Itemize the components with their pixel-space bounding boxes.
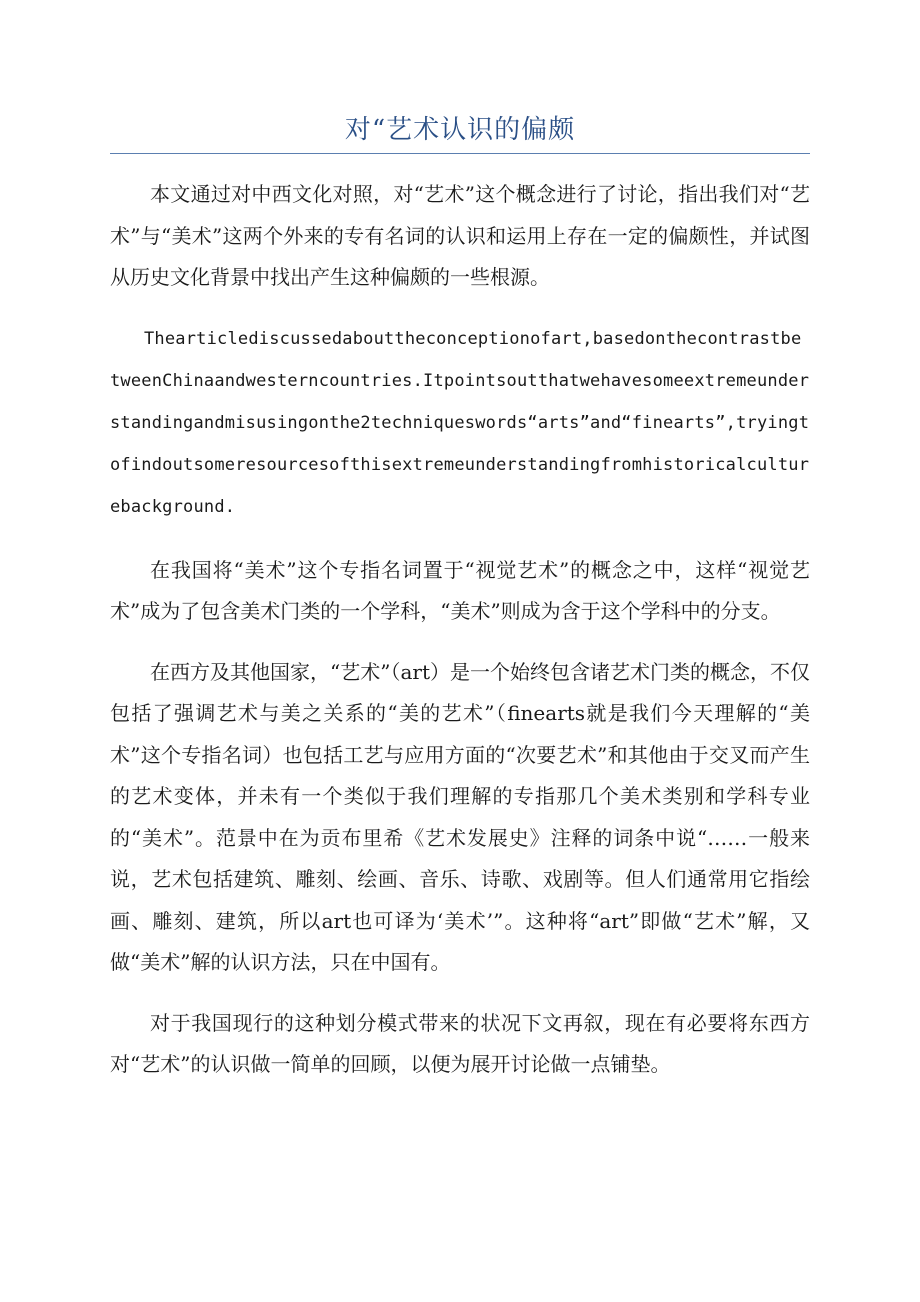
document-body — [110, 174, 810, 1105]
document-title: 对“艺术认识的偏颇 — [344, 115, 576, 145]
abstract-chinese-paragraph: 本文通过对中西文化对照，对“艺术”这个概念进行了讨论，指出我们对“艺术”与“美术”这两个外来的专有名词的认识和运用上存在一定的偏颇性，并试图从历史文化背景中找出产生这种偏颇的一些根源。 — [110, 182, 810, 289]
title-underline — [110, 153, 810, 154]
body-paragraph: 在西方及其他国家，“艺术”（art）是一个始终包含诸艺术门类的概念，不仅包括了强调艺术与美之关系的“美的艺术”（finearts就是我们今天理解的“美术”这个专指名词）也包括工艺与应用方面的“次要艺术”和其他由于交叉而产生的艺术变体，并未有一个类似于我们理解的专指那几个美术类别和学科专业的“美术”。范景中在为贡布里希《艺术发展史》注释的词条中说“……一般来说，艺术包括建筑、雕刻、绘画、音乐、诗歌、戏剧等。但人们通常用它指绘画、雕刻、建筑，所以art也可译为‘美术’”。这种将“art”即做“艺术”解，又做“美术”解的认识方法，只在中国有。 — [110, 659, 810, 974]
abstract-english-paragraph: Thearticlediscussedabouttheconceptionofart,basedonthecontrastbetweenChinaandwesterncountries.Itpointsoutthatwehavesomeextremeunderstandingandmisusingonthe2techniqueswords“arts”and“finearts”,tryingtofindoutsomeresourcesofthisextremeunderstandingfromhistoricalculturebackground. — [110, 328, 810, 517]
body-paragraph: 对于我国现行的这种划分模式带来的状况下文再叙，现在有必要将东西方对“艺术”的认识做一简单的回顾，以便为展开讨论做一点铺垫。 — [110, 1010, 810, 1076]
body-paragraph: 在我国将“美术”这个专指名词置于“视觉艺术”的概念之中，这样“视觉艺术”成为了包含美术门类的一个学科，“美术”则成为含于这个学科中的分支。 — [110, 557, 810, 623]
